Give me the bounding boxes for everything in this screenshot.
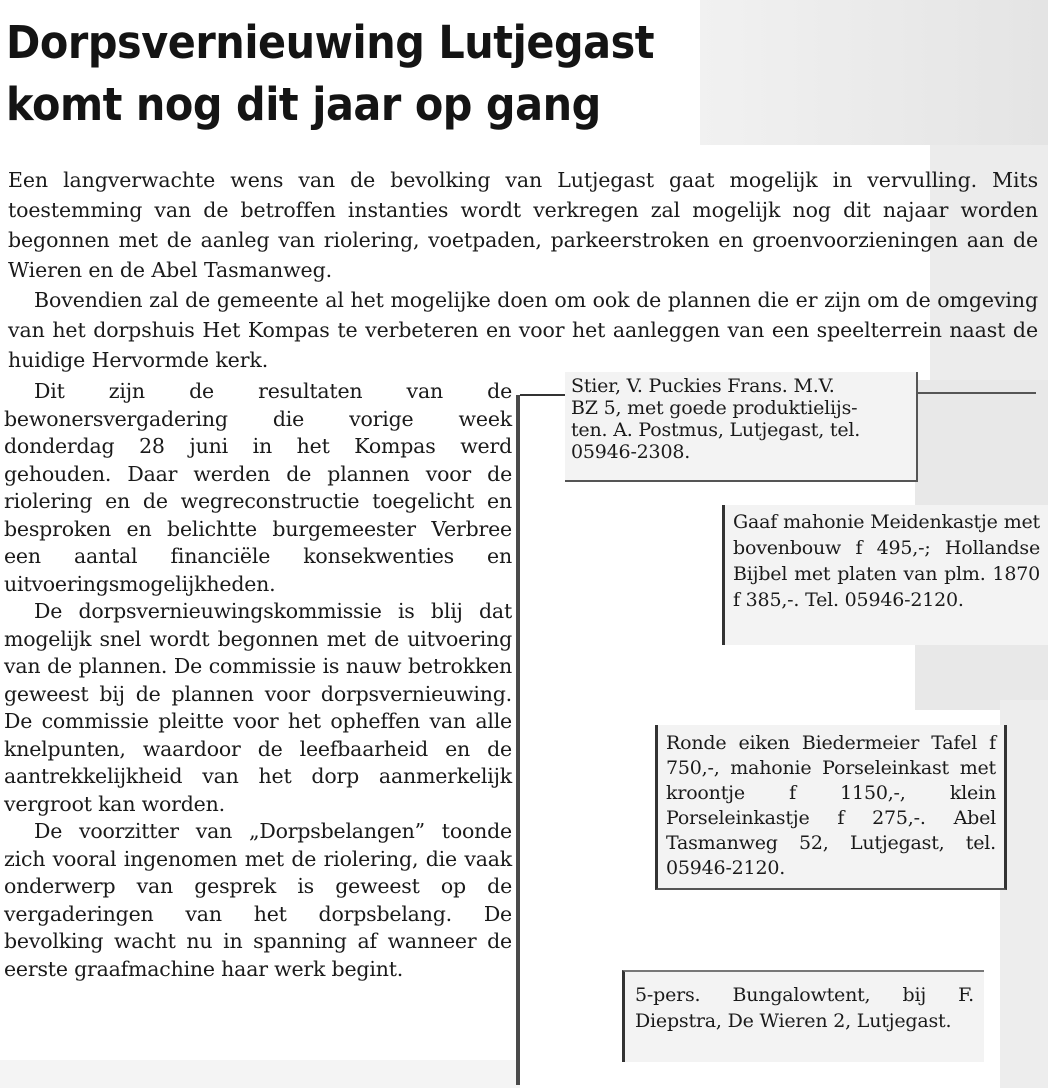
article-intro: [8, 165, 1038, 375]
ad-line: BZ 5, met goede produktielijs-: [571, 397, 858, 419]
intro-paragraph: Een langverwachte wens van de bevolking van Lutjegast gaat mogelijk in vervulling. Mits toestemming van de betroffen instanties wordt verkregen zal mogelijk nog dit najaar worden begonnen met de aanleg van riolering, voetpaden, parkeerstroken en groenvoorzieningen aan de Wieren en de Abel Tasmanweg.: [8, 168, 1038, 282]
body-paragraph: De dorpsvernieuwingskommissie is blij dat mogelijk snel wordt begonnen met de uitvoering van de plannen. De commissie is nauw betrokken geweest bij de plannen voor dorpsvernieuwing. De commissie pleitte voor het opheffen van alle knelpunten, waardoor de leefbaarheid en de aantrekkelijkheid van het dorp aanmerkelijk vergroot kan worden.: [4, 599, 512, 816]
classified-ad-biedermeier-tafel: [655, 725, 1007, 890]
background-scrap: [700, 0, 1048, 145]
ad-text: 5-pers. Bungalowtent, bij F. Diepstra, De Wieren 2, Lutjegast.: [635, 984, 974, 1032]
background-scrap: [0, 1060, 520, 1088]
classified-ad-meidenkastje: [722, 505, 1048, 645]
background-scrap: [1000, 700, 1048, 1088]
article-headline: [6, 12, 668, 136]
ad-line: Stier, V. Puckies Frans. M.V.: [571, 375, 835, 397]
headline-line-2: komt nog dit jaar op gang: [6, 78, 601, 131]
headline-line-1: Dorpsvernieuwing Lutjegast: [6, 16, 655, 69]
article-body-column: [4, 378, 512, 983]
body-paragraph: Dit zijn de resultaten van de bewonersvergadering die vorige week donderdag 28 juni in het Kompas werd gehouden. Daar werden de plannen voor de riolering en de wegreconstructie toegelicht en besproken en belichtte burgemeester Verbree een aantal financiële konsekwenties en uitvoeringsmogelijkheden.: [4, 379, 512, 596]
ad-text: Gaaf mahonie Meidenkastje met bovenbouw f 495,-; Hollandse Bijbel met platen van plm. 1870 f 385,-. Tel. 05946-2120.: [733, 511, 1040, 611]
intro-paragraph: Bovendien zal de gemeente al het mogelijke doen om ook de plannen die er zijn om de omgeving van het dorpshuis Het Kompas te verbeteren en voor het aanleggen van een speelterrein naast de huidige Hervormde kerk.: [8, 288, 1038, 372]
ad-line: 05946-2308.: [571, 441, 691, 463]
classified-ad-bungalowtent: [622, 970, 984, 1062]
classified-ad-stier: [565, 372, 918, 482]
column-rule: [516, 395, 520, 1085]
ad-line: ten. A. Postmus, Lutjegast, tel.: [571, 419, 861, 441]
ad-text: Ronde eiken Biedermeier Tafel f 750,-, mahonie Porseleinkast met kroontje f 1150,-, klein Porseleinkastje f 275,-. Abel Tasmanweg 52, Lutjegast, tel. 05946-2120.: [666, 732, 996, 879]
body-paragraph: De voorzitter van „Dorpsbelangen” toonde zich vooral ingenomen met de riolering, die vaak onderwerp van gesprek is geweest op de vergaderingen van het dorpsbelang. De bevolking wacht nu in spanning af wanneer de eerste graafmachine haar werk begint.: [4, 819, 512, 981]
